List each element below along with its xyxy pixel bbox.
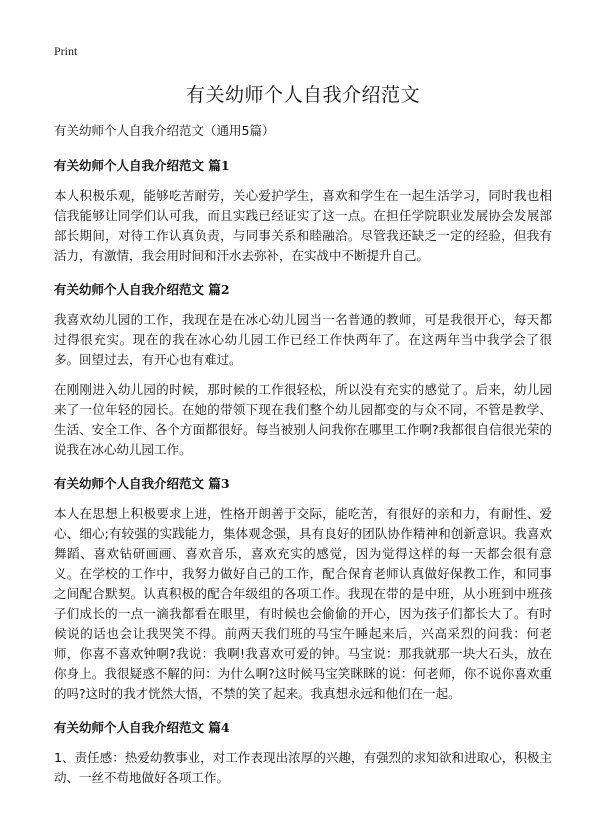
paragraph: 在刚刚进入幼儿园的时候，那时候的工作很轻松，所以没有充实的感觉了。后来，幼儿园来了一位年轻的园长。在她的带领下现在我们整个幼儿园都变的与众不同，不管是教学、生活、安全工作、各个方面都很好。每当被别人问我你在哪里工作啊?我都很自信很光荣的说我在冰心幼儿园工作。 <box>54 382 552 457</box>
section-4 <box>54 718 552 788</box>
section-heading: 有关幼师个人自我介绍范文 篇4 <box>54 720 230 735</box>
section-3 <box>54 474 552 704</box>
document-body <box>54 80 552 802</box>
paragraph: 我喜欢幼儿园的工作，我现在是在冰心幼儿园当一名普通的教师，可是我很开心，每天都过得很充实。现在的我在冰心幼儿园工作已经工作快两年了。在这两年当中我学会了很多。回望过去，有开心也有难过。 <box>54 312 552 367</box>
paragraph: 1、责任感：热爱幼教事业，对工作表现出浓厚的兴趣，有强烈的求知欲和进取心，积极主动、一丝不苟地做好各项工作。 <box>54 750 552 785</box>
section-1 <box>54 156 552 266</box>
section-2 <box>54 280 552 460</box>
paragraph: 本人积极乐观，能够吃苦耐劳，关心爱护学生，喜欢和学生在一起生活学习，同时我也相信我能够让同学们认可我，而且实践已经证实了这一点。在担任学院职业发展协会发展部部长期间，对待工作认真负责，与同事关系和睦融洽。尽管我还缺乏一定的经验，但我有活力，有激情，我会用时间和汗水去弥补，在实战中不断提升自己。 <box>54 188 552 263</box>
section-heading: 有关幼师个人自我介绍范文 篇3 <box>54 476 230 491</box>
document-title: 有关幼师个人自我介绍范文 <box>185 84 420 106</box>
document-subtitle: 有关幼师个人自我介绍范文（通用5篇） <box>54 123 275 138</box>
section-heading: 有关幼师个人自我介绍范文 篇2 <box>54 282 230 297</box>
section-heading: 有关幼师个人自我介绍范文 篇1 <box>54 158 230 173</box>
print-link[interactable]: Print <box>54 44 78 58</box>
paragraph: 本人在思想上积极要求上进，性格开朗善于交际，能吃苦，有很好的亲和力，有耐性、爱心、细心;有较强的实践能力，集体观念强，具有良好的团队协作精神和创新意识。我喜欢舞蹈、喜欢钻研画画、喜欢音乐，喜欢充实的感觉，因为觉得这样的每一天都会很有意义。在学校的工作中，我努力做好自己的工作，配合保育老师认真做好保教工作，和同事之间配合默契。认真积极的配合年级组的各项工作。我现在带的是中班，从小班到中班孩子们成长的一点一滴我都看在眼里，有时候也会偷偷的开心，因为孩子们都长大了。有时候说的话也会让我哭笑不得。前两天我们班的马宝午睡起来后，兴高采烈的问我：何老师，你喜不喜欢钟啊?我说：我啊!我喜欢可爱的钟。马宝说：那我就那一块大石头，放在你身上。我很疑惑不解的问：为什么啊?这时候马宝笑眯眯的说：何老师，你不说你喜欢重的吗?这时的我才恍然大悟，不禁的笑了起来。我真想永远和他们在一起。 <box>54 506 552 701</box>
